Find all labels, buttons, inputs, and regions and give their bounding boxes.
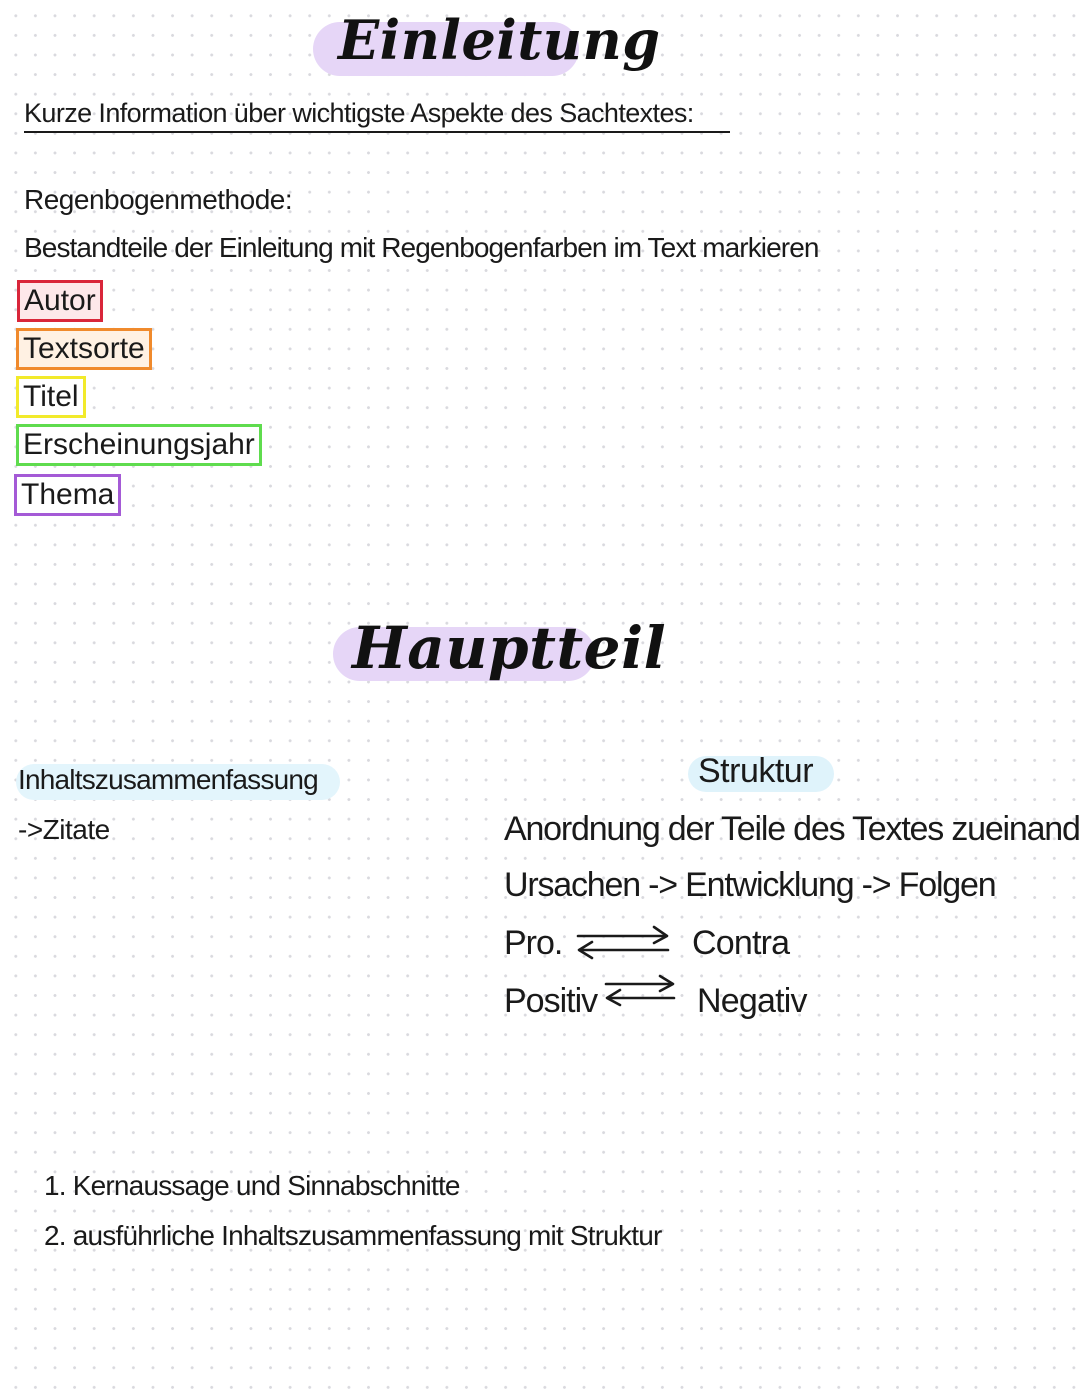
- struktur-title: Struktur: [698, 752, 814, 790]
- positiv-label: Positiv: [504, 982, 598, 1020]
- method-description: Bestandteile der Einleitung mit Regenbogenfarben im Text markieren: [24, 232, 819, 263]
- einleitung-subtitle: Kurze Information über wichtigste Aspekte des Sachtextes:: [24, 98, 730, 133]
- step-1: 1. Kernaussage und Sinnabschnitte: [44, 1170, 460, 1201]
- zitate-note: ->Zitate: [18, 814, 110, 845]
- rainbow-item-autor: Autor: [17, 280, 103, 322]
- pro-label: Pro.: [504, 924, 563, 962]
- struktur-line-ursachen: Ursachen -> Entwicklung -> Folgen: [504, 866, 996, 904]
- einleitung-heading: Einleitung: [338, 8, 661, 72]
- rainbow-item-thema: Thema: [14, 474, 121, 516]
- hauptteil-heading: Hauptteil: [352, 614, 667, 682]
- contra-label: Contra: [692, 924, 790, 962]
- step-2: 2. ausführliche Inhaltszusammenfassung mit Struktur: [44, 1220, 662, 1251]
- struktur-line-anordnung: Anordnung der Teile des Textes zueinand: [504, 810, 1080, 848]
- inhaltszusammenfassung-title: Inhaltszusammenfassung: [18, 764, 318, 795]
- method-label: Regenbogenmethode:: [24, 184, 293, 215]
- exchange-arrows-icon-2: [602, 972, 678, 1012]
- rainbow-item-titel: Titel: [16, 376, 86, 418]
- rainbow-item-erscheinungsjahr: Erscheinungsjahr: [16, 424, 262, 466]
- negativ-label: Negativ: [697, 982, 807, 1020]
- rainbow-item-textsorte: Textsorte: [16, 328, 152, 370]
- exchange-arrows-icon: [574, 922, 674, 966]
